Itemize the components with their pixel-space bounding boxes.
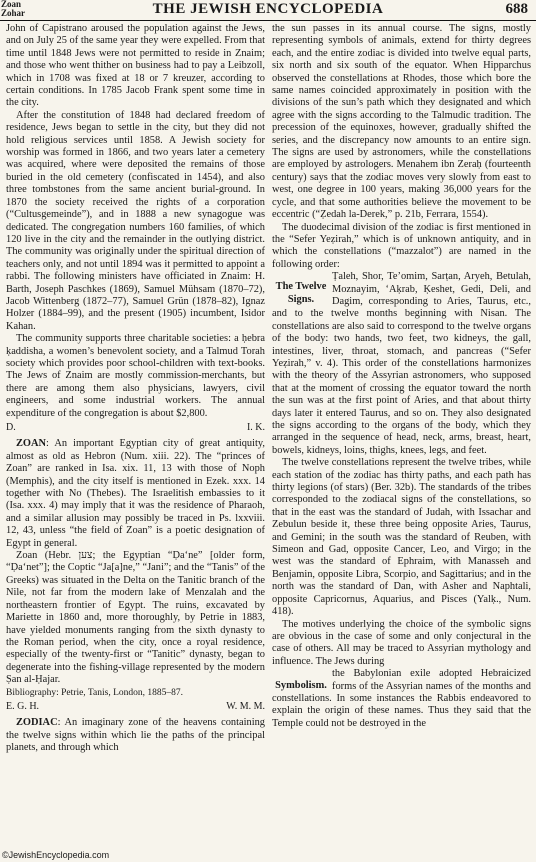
sidenote-twelve-signs: The Twelve Signs. (275, 281, 327, 305)
zoan-entry (6, 438, 265, 550)
znaim-paragraph-3: The community supports three charitable societies: a ḥebra ḳaddisha, a women’s benevolent society, and a Talmud Torah society which provides poor school-children with text-books. The Jews of Znaim are mostly commission-merchants, but there are among them also physicians, lawyers, civil engineers, and some industrial workers. The annual expenditure of the congregation is about $2,800. (6, 333, 265, 419)
signature-right: I. K. (246, 422, 265, 433)
bibliography: Bibliography: Petrie, Tanis, London, 1885–87. (6, 687, 184, 698)
running-head-first: Zoan (1, 0, 22, 9)
zoan-paragraph-2: Zoan (Hebr. צען; the Egyptian “Ḍa‘ne” [older form, “Ḍa‘net”]; the Coptic “Ja[a]ne,” “Jani”; and the “Tanis” of the Greeks) was situated in the Delta on the Tanitic branch of the Nile, not far from the modern lake of Menzalah and the northeastern frontier of Egypt. The ruins, excavated by Mariette in 1860 and, more thoroughly, by Petrie in 1883, have yielded monuments ranging from the sixth dynasty to the Roman period, when the city, once a royal residence, especially of the twenty-first or “Tanitic” dynasty, began to degenerate into the fishing-village represented by the modern Ṣan al-Ḥajar. (6, 550, 265, 686)
zodiac-paragraph-1: the sun passes in its annual course. The signs, mostly representing symbols of animals, extend for thirty degrees each, and the entire zodiac is divided into twelve equal parts, six north and six south of the equator. When Hipparchus observed the constellations at Rhodes, those which bore the same names coincided approximately in position with the divisions of the sun’s path which they designated and which agree with the signs according to the Talmudic tradition. The precession of the equinoxes, however, gradually shifted the series, and the discrepancy now amounts to an entire sign. The signs are used by astronomers, while the constellations are employed by astrologers. Menahem ibn Zeraḥ (fourteenth century) says that the zodiac moves very slowly from east to west, one degree in 100 years, making 36,000 years for the cycle, and that some authorities believe the movement to be eccentric (“Ẓedah la-Derek,” p. 21b, Ferrara, 1554). (272, 23, 531, 221)
running-head-last: Zohar (1, 8, 26, 18)
zodiac-paragraph-3: The twelve constellations represent the twelve tribes, while each station of the zodiac has thirty paths, and each path has thirty legions (of stars) (Ber. 32b). The standards of the tribes corresponded to the zodiacal signs of the constellations, so that in the east was the standard of Judah, with Issachar and Zebulun beside it, these three being opposite Aries, Taurus, and Gemini; in the south was the standard of Reuben, with Simeon and Gad, opposite Cancer, Leo, and Virgo; in the west was the standard of Ephraim, with Manasseh and Benjamin, opposite Libra, Scorpio, and Sagittarius; and in the north was the standard of Dan, with Asher and Naphtali, opposite Capricornus, Aquarius, and Pisces (Yalḳ., Num. 418). (272, 457, 531, 618)
znaim-paragraph-1: John of Capistrano aroused the population against the Jews, and on July 25 of the same year they were expelled. From that time until 1848 Jews were not permitted to reside in Znaim; and those who went thither on business had to pay a Leibzoll, which in 1708 was fixed at 18 or 7 kreuzer, according to certain conditions. In 1785 Jacob Frank spent some time in the city. (6, 23, 265, 109)
page-header (0, 0, 536, 20)
page-number: 688 (505, 1, 528, 17)
zodiac-paragraph-4-intro: The motives underlying the choice of the symbolic signs are obvious in the case of some and only conjectural in the case of others. All may be traced to Assyrian mythology and influence. The Jews during (272, 618, 531, 667)
zoan-text: : An important Egyptian city of great antiquity, almost as old as Hebron (Num. xiii. 22). The “princes of Zoan” are ranked in Isa. xix. 11, 13 with those of Noph (Memphis), and the city itself is mentioned in Ezek. xxx. 14 together with No (Thebes). The Israelitish embassies to it (Isa. xxx. 4) may imply that it was the residence of Pharaoh, and a similar allusion may possibly be traced in Ps. lxxviii. 12, 43, unless “the field of Zoan” is a poetic designation of Egypt in general. (6, 438, 265, 549)
zodiac-paragraph-2-intro: The duodecimal division of the zodiac is first mentioned in the “Sefer Yeẓirah,” which is of unknown antiquity, and in which the constellations (“mazzalot”) are named in the following order: (272, 221, 531, 270)
signature-right: W. M. M. (226, 700, 265, 712)
zodiac-text: : An imaginary zone of the heavens containing the twelve signs within which lie the paths of the principal planets, and through which (6, 717, 265, 754)
zoan-headword: ZOAN (16, 438, 47, 450)
zodiac-entry (6, 717, 265, 754)
zodiac-paragraph-4-rest: the Babylonian exile adopted Hebraicized forms of the Assyrian names of the months and constellations. In some instances the Rabbis endeavored to explain the origin of these names. Thus they said that the Temple could not be destroyed in the (272, 668, 531, 729)
zodiac-headword: ZODIAC (16, 717, 58, 729)
zodiac-paragraph-2-rest: Ṭaleh, Shor, Te’omim, Sarṭan, Aryeh, Betulah, Moznayim, ‘Aḳrab, Ḳeshet, Gedi, Deli, and Dagim, corresponding to Aries, Taurus, etc., and to the twelve months beginning with Nisan. The constellations are also said to correspond to the twelve organs of the body: two hands, two feet, two kidneys, the gall, intestines, liver, throat, stomach, and pancreas (“Sefer Yeẓirah,” v. 4). This order of the constellations harmonizes with the theory of the Assyrian astronomers, who supposed that at the moment of crossing the equator toward the north the sun was at the first point of Aries, and that about thirty days later it entered Taurus, and so on. They also designated the signs according to the organs of the body, which they arranged in the sequence of head, neck, arms, breast, heart, bowels, kidneys, loins, thighs, knees, legs, and feet. (272, 271, 531, 456)
signature-line-2 (6, 701, 265, 713)
sidenote-symbolism: Symbolism. (275, 680, 327, 692)
footer-credit: ©JewishEncyclopedia.com (2, 850, 110, 860)
header-rule (0, 20, 536, 21)
znaim-paragraph-2: After the constitution of 1848 had declared freedom of residence, Jews began to settle in the city, but they did not hold religious services until 1858. A Jewish society for worship was formed in 1866, and two years later a cemetery was acquired, where were deposited the remains of those buried in the old cemetery (confiscated in 1454), and also three tombstones from the same ancient burial-ground. In 1870 the society received the rights of a corporation (“Cultusgemeinde”), and in 1888 a new synagogue was dedicated. The congregation numbers 160 families, of which 120 live in the city and the remainder in the outlying district. The community was originally under the spiritual direction of teachers only, and not until 1894 was it permitted to appoint a rabbi. The following ministers have officiated in Znaim: H. Barth, Joseph Paschkes (1869), Samuel Mühsam (1870–72), Jacob Wittenberg (1872–77), Samuel Grün (1878–82), Ignaz Holzer (1884–99), and the present (1905) incumbent, Isidor Kahan. (6, 109, 265, 332)
signature-left: D. (6, 422, 16, 433)
signature-line-1 (6, 422, 265, 434)
signature-left: E. G. H. (6, 700, 40, 712)
right-column (272, 23, 531, 730)
left-column (6, 23, 265, 755)
page-title: THE JEWISH ENCYCLOPEDIA (152, 1, 384, 17)
